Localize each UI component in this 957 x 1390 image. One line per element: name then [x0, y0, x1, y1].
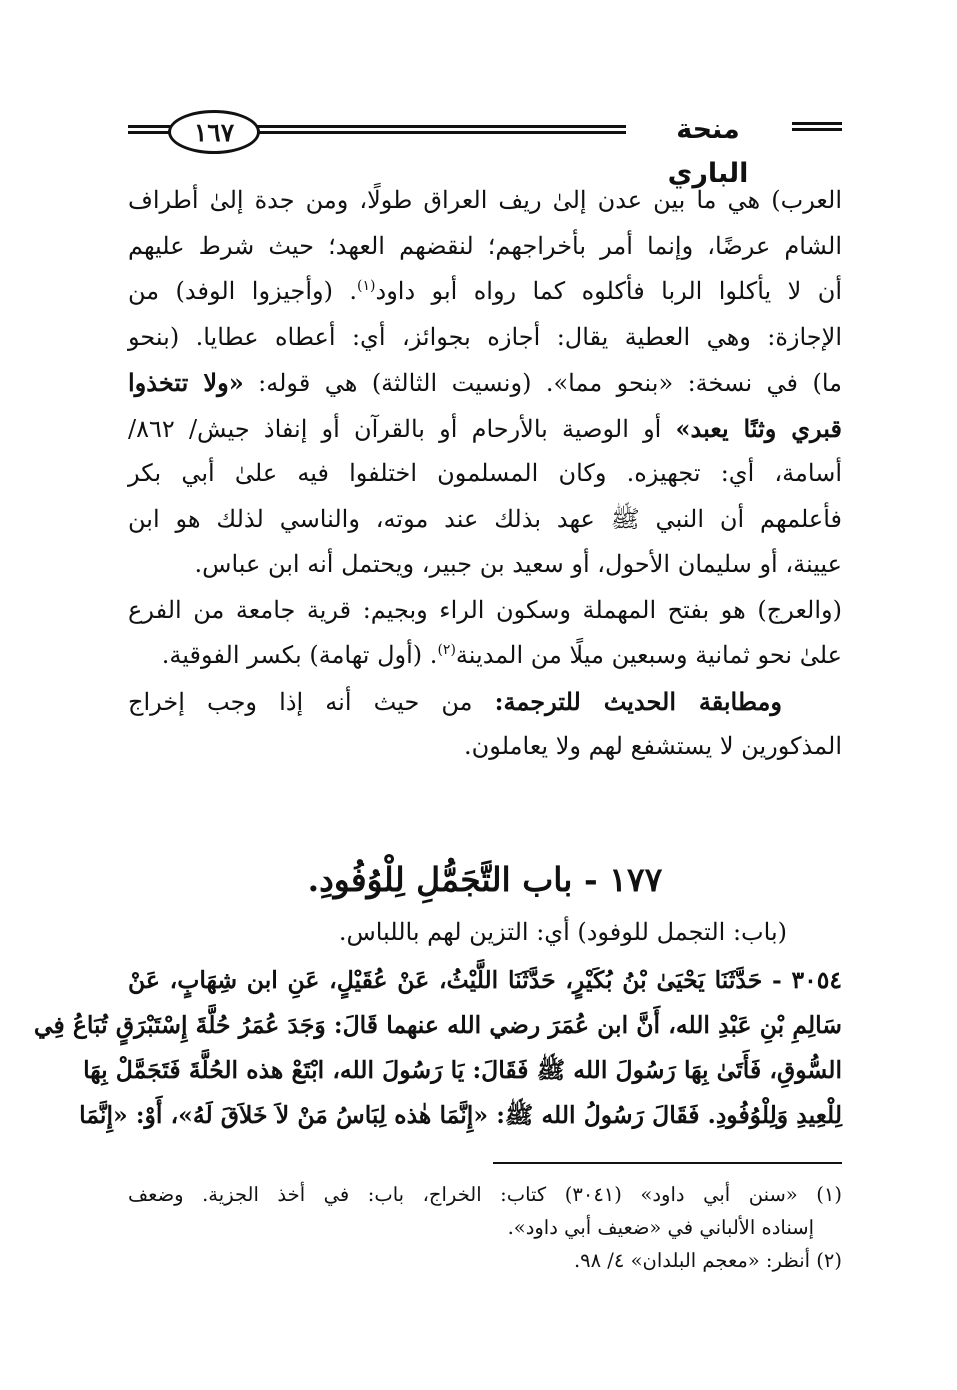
text-fragment: من حيث أنه إذا وجب إخراج — [128, 687, 495, 716]
footnote-1-continuation: إسناده الألباني في «ضعيف أبي داود». — [507, 1216, 814, 1239]
hadith-line: ٣٠٥٤ - حَدَّثَنَا يَحْيَىٰ بْنُ بُكَيْرٍ، حَدَّثَنَا اللَّيْثُ، عَنْ عُقَيْلٍ، عَنِ ابن شِهَابٍ، عَنْ — [128, 966, 842, 994]
footnote-divider — [493, 1162, 842, 1164]
hadith-text — [33, 958, 842, 1138]
text-fragment: . (أول تهامة) بكسر الفوقية. — [161, 641, 438, 669]
text-line — [128, 679, 842, 725]
page-number: ١٦٧ — [193, 117, 235, 147]
text-line — [128, 406, 842, 452]
footnote-1: (١) «سنن أبي داود» (٣٠٤١) كتاب: الخراج، باب: في أخذ الجزية. وضعف — [128, 1183, 842, 1206]
text-line: الإجازة: وهي العطية يقال: أجازه بجوائز، أي: أعطاه عطايا. (بنحو — [128, 322, 842, 351]
text-line — [128, 360, 842, 406]
hadith-line: سَالِمِ بْنِ عَبْدِ الله، أَنَّ ابن عُمَرَ رضي الله عنهما قَالَ: وَجَدَ عُمَرُ حُلَّةَ إِسْتَبْرَقٍ تُبَاعُ فِي — [33, 1011, 842, 1039]
header-rule-left — [128, 125, 172, 134]
text-line: أسامة، أي: تجهيزه. وكان المسلمون اختلفوا فيه علىٰ أبي بكر — [128, 459, 842, 487]
chapter-title: ١٧٧ - باب التَّجَمُّلِ لِلْوُفُودِ. — [307, 860, 663, 899]
section-label: ومطابقة الحديث للترجمة: — [494, 686, 782, 716]
footnote-ref-2[interactable]: (٢) — [437, 642, 456, 658]
header-rule-middle — [256, 125, 626, 134]
chapter-subtitle-block — [128, 910, 842, 956]
text-line: فأعلمهم أن النبي ﷺ عهد بذلك عند موته، والناسي لذلك هو ابن — [128, 504, 842, 533]
footnote-2: (٢) أنظر: «معجم البلدان» ٤/ ٩٨. — [573, 1249, 842, 1272]
text-fragment: أن لا يأكلوا الربا فأكلوه كما رواه أبو داود — [375, 277, 843, 305]
hadith-quote: قبري وثنًا يعبد» — [675, 413, 843, 443]
hadith-line: لِلْعِيدِ وَلِلْوُفُودِ. فَقَالَ رَسُولُ الله ﷺ: «إِنَّمَا هٰذه لِبَاسُ مَنْ لاَ خَلاَقَ لَهُ»، أَوْ: «إِنَّمَا — [79, 1101, 842, 1129]
book-title: منحة الباري — [667, 114, 749, 189]
text-line: عيينة، أو سليمان الأحول، أو سعيد بن جبير، ويحتمل أنه ابن عباس. — [194, 550, 842, 578]
text-fragment: أو الوصية بالأرحام أو بالقرآن أو إنفاذ جيش/ ٨٦٢/ — [128, 414, 676, 443]
text-fragment: ما) في نسخة: «بنحو مما». (ونسيت الثالثة) هي قوله: — [243, 369, 842, 397]
text-fragment: . (وأجيزوا الوفد) من — [128, 277, 358, 305]
text-line: (والعرج) هو بفتح المهملة وسكون الراء وبجيم: قرية جامعة من الفرع — [128, 595, 842, 624]
text-line: الشام عرضًا، وإنما أمر بأخراجهم؛ لنقضهم العهد؛ حيث شرط عليهم — [128, 231, 842, 260]
text-fragment: علىٰ نحو ثمانية وسبعين ميلًا من المدينة — [455, 641, 842, 669]
footnote-ref-1[interactable]: (١) — [357, 278, 376, 294]
hadith-quote: «ولا تتخذوا — [128, 368, 244, 397]
hadith-line: السُّوقِ، فَأَتَىٰ بِهَا رَسُولَ الله ﷺ فَقَالَ: يَا رَسُولَ الله، ابْتَعْ هذه الحُلَّةَ فَتَجَمَّلْ بِهَا — [83, 1056, 842, 1084]
page-number-badge — [168, 110, 260, 154]
text-line: العرب) هي ما بين عدن إلىٰ ريف العراق طولًا، ومن جدة إلىٰ أطراف — [128, 186, 842, 214]
text-line: المذكورين لا يستشفع لهم ولا يعاملون. — [464, 732, 842, 760]
text-line — [128, 633, 842, 679]
chapter-subtitle: (باب: التجمل للوفود) أي: التزين لهم باللباس. — [338, 918, 787, 946]
commentary-text — [128, 178, 842, 770]
footnotes — [128, 1178, 842, 1277]
text-line — [128, 269, 842, 315]
page-header — [128, 100, 842, 189]
header-rule-right — [792, 122, 842, 131]
